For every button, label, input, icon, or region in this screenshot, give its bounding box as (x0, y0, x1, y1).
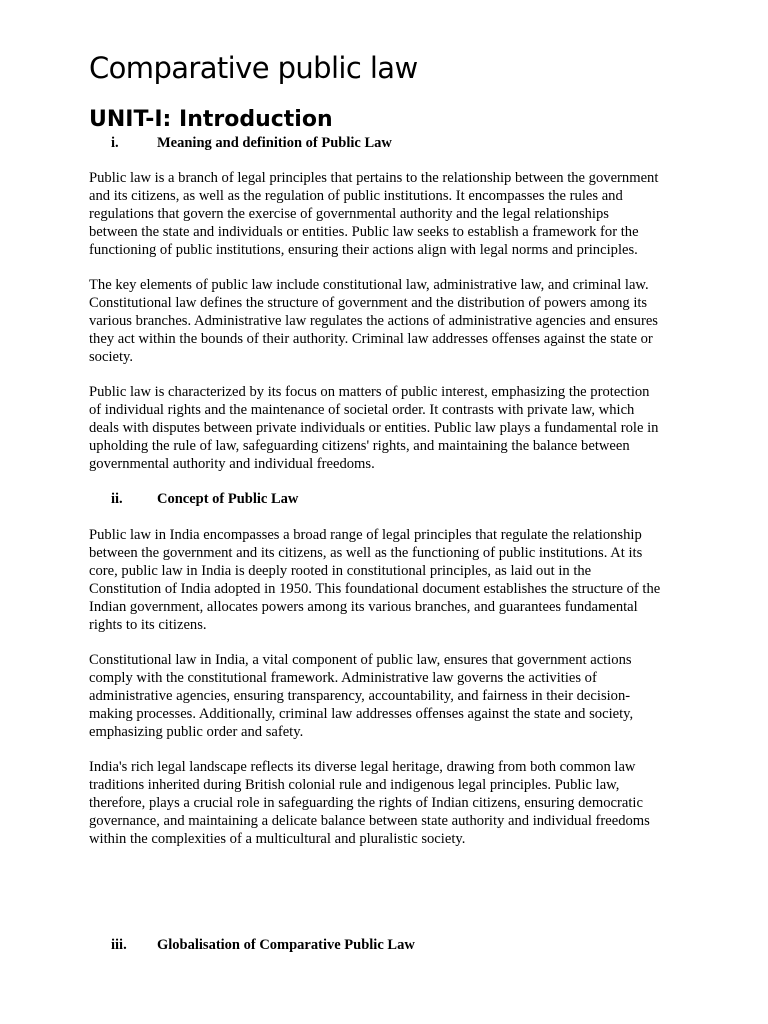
paragraph-line: Constitution of India adopted in 1950. This foundational document establishes the structure of the (89, 581, 661, 597)
paragraph-line: Constitutional law in India, a vital component of public law, ensures that government actions (89, 652, 632, 668)
paragraph-line: governmental authority and individual freedoms. (89, 456, 375, 472)
paragraph-line: functioning of public institutions, ensuring their actions align with legal norms and principles. (89, 242, 638, 258)
paragraph-line: therefore, plays a crucial role in safeguarding the rights of Indian citizens, ensuring democratic (89, 795, 643, 811)
paragraph-line: Public law is a branch of legal principles that pertains to the relationship between the government (89, 170, 659, 186)
paragraph-line: traditions inherited during British colonial rule and indigenous legal principles. Public law, (89, 777, 620, 793)
paragraph-line: making processes. Additionally, criminal law addresses offenses against the state and society, (89, 706, 634, 722)
paragraph-line: between the state and individuals or entities. Public law seeks to establish a framework for the (89, 224, 639, 240)
section-title: Concept of Public Law (157, 491, 299, 507)
paragraph-line: regulations that govern the exercise of governmental authority and the legal relationships (89, 206, 609, 222)
paragraph-line: Indian government, allocates powers among its various branches, and guarantees fundamental (89, 599, 638, 615)
section-number: iii. (111, 937, 127, 953)
paragraph-line: The key elements of public law include constitutional law, administrative law, and criminal law. (89, 277, 649, 293)
paragraph-line: they act within the bounds of their authority. Criminal law addresses offenses against the state or (89, 331, 653, 347)
paragraph-line: various branches. Administrative law regulates the actions of administrative agencies and ensures (89, 313, 658, 329)
paragraph-line: comply with the constitutional framework. Administrative law governs the activities of (89, 670, 597, 686)
paragraph-line: rights to its citizens. (89, 617, 207, 633)
paragraph-line: society. (89, 349, 134, 365)
paragraph-line: core, public law in India is deeply rooted in constitutional principles, as laid out in the (89, 563, 592, 579)
document-title: Comparative public law (89, 51, 418, 85)
paragraph-line: Public law is characterized by its focus on matters of public interest, emphasizing the protection (89, 384, 650, 400)
paragraph-line: between the government and its citizens, as well as the functioning of public institutions. At its (89, 545, 643, 561)
paragraph-line: deals with disputes between private individuals or entities. Public law plays a fundamental role in (89, 420, 659, 436)
section-title: Globalisation of Comparative Public Law (157, 937, 415, 953)
unit-heading: UNIT-I: Introduction (89, 107, 333, 132)
paragraph (89, 276, 689, 366)
paragraph (89, 651, 689, 741)
section-title: Meaning and definition of Public Law (157, 135, 392, 151)
paragraph-line: of individual rights and the maintenance of societal order. It contrasts with private law, which (89, 402, 635, 418)
paragraph (89, 758, 689, 848)
paragraph-line: within the complexities of a multicultural and pluralistic society. (89, 831, 466, 847)
paragraph (89, 526, 689, 634)
paragraph-line: India's rich legal landscape reflects its diverse legal heritage, drawing from both common law (89, 759, 636, 775)
paragraph-line: administrative agencies, ensuring transparency, accountability, and fairness in their decision- (89, 688, 631, 704)
paragraph-line: upholding the rule of law, safeguarding citizens' rights, and maintaining the balance between (89, 438, 630, 454)
paragraph-line: governance, and maintaining a delicate balance between state authority and individual freedoms (89, 813, 650, 829)
paragraph-line: and its citizens, as well as the regulation of public institutions. It encompasses the rules and (89, 188, 623, 204)
paragraph-line: Public law in India encompasses a broad range of legal principles that regulate the relationship (89, 527, 642, 543)
paragraph-line: emphasizing public order and safety. (89, 724, 304, 740)
paragraph (89, 383, 689, 473)
paragraph (89, 169, 689, 259)
section-number: i. (111, 135, 119, 151)
section-number: ii. (111, 491, 123, 507)
paragraph-line: Constitutional law defines the structure of government and the distribution of powers among its (89, 295, 648, 311)
